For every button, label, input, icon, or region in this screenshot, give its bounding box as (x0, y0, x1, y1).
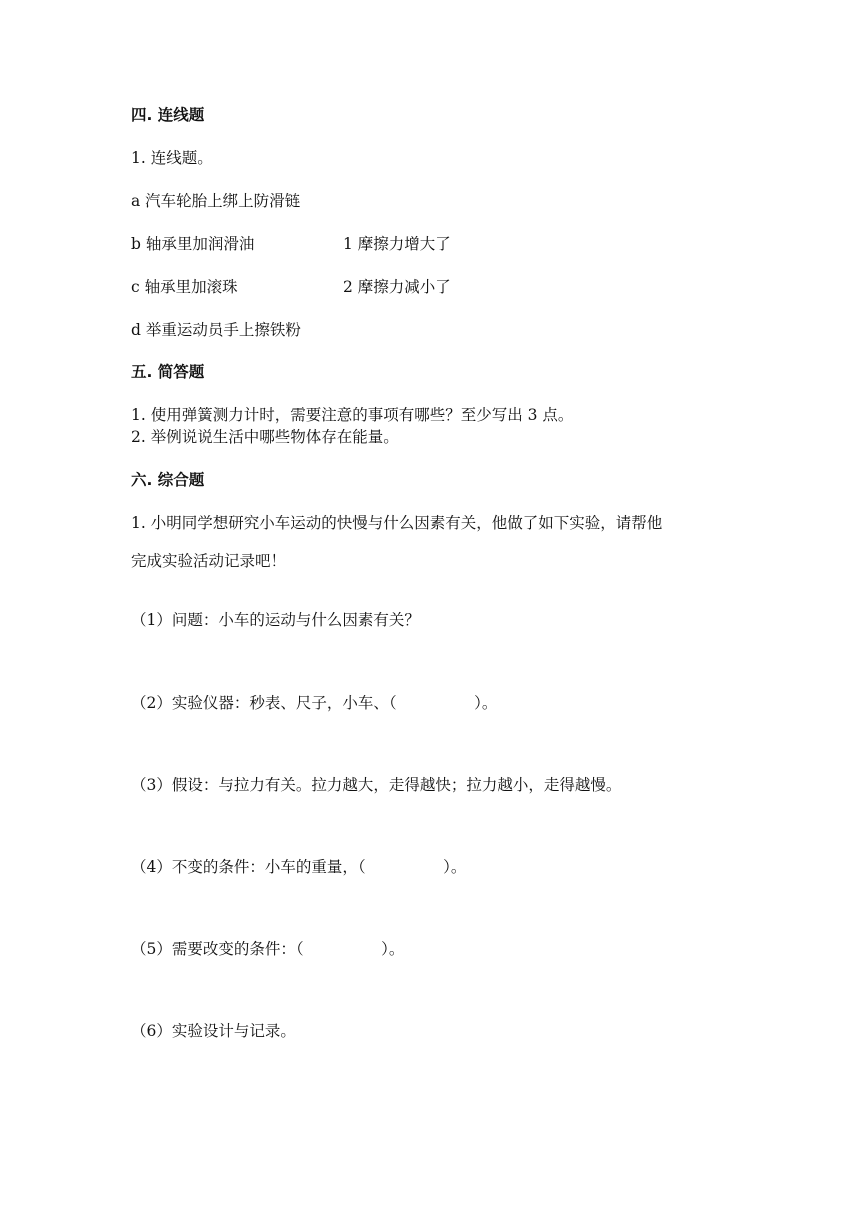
sub-question-2: （2）实验仪器：秒表、尺子，小车、（ ）。 (131, 694, 498, 712)
section-6-heading: 六. 综合题 (131, 471, 205, 489)
match-left-item-b: b 轴承里加润滑油 (131, 235, 255, 253)
match-left-item-a: a 汽车轮胎上绑上防滑链 (131, 192, 301, 210)
question-4-1: 1. 连线题。 (131, 149, 213, 167)
sub-question-3: （3）假设：与拉力有关。拉力越大，走得越快；拉力越小，走得越慢。 (131, 776, 622, 794)
section-4-heading: 四. 连线题 (131, 106, 205, 124)
question-5-2: 2. 举例说说生活中哪些物体存在能量。 (131, 428, 399, 446)
sub-question-1: （1）问题：小车的运动与什么因素有关？ (131, 611, 420, 629)
sub-question-6: （6）实验设计与记录。 (131, 1022, 296, 1040)
match-left-item-d: d 举重运动员手上擦铁粉 (131, 321, 301, 339)
section-5-heading: 五. 简答题 (131, 363, 205, 381)
match-right-item-1: 1 摩擦力增大了 (343, 235, 451, 253)
question-5-1: 1. 使用弹簧测力计时，需要注意的事项有哪些？至少写出 3 点。 (131, 406, 574, 424)
sub-question-5: （5）需要改变的条件：（ ）。 (131, 940, 405, 958)
question-6-1-line1: 1. 小明同学想研究小车运动的快慢与什么因素有关，他做了如下实验，请帮他 (131, 514, 663, 532)
question-6-1-line2: 完成实验活动记录吧！ (131, 552, 287, 570)
match-left-item-c: c 轴承里加滚珠 (131, 278, 238, 296)
sub-question-4: （4）不变的条件：小车的重量，（ ）。 (131, 858, 467, 876)
match-right-item-2: 2 摩擦力减小了 (343, 278, 451, 296)
